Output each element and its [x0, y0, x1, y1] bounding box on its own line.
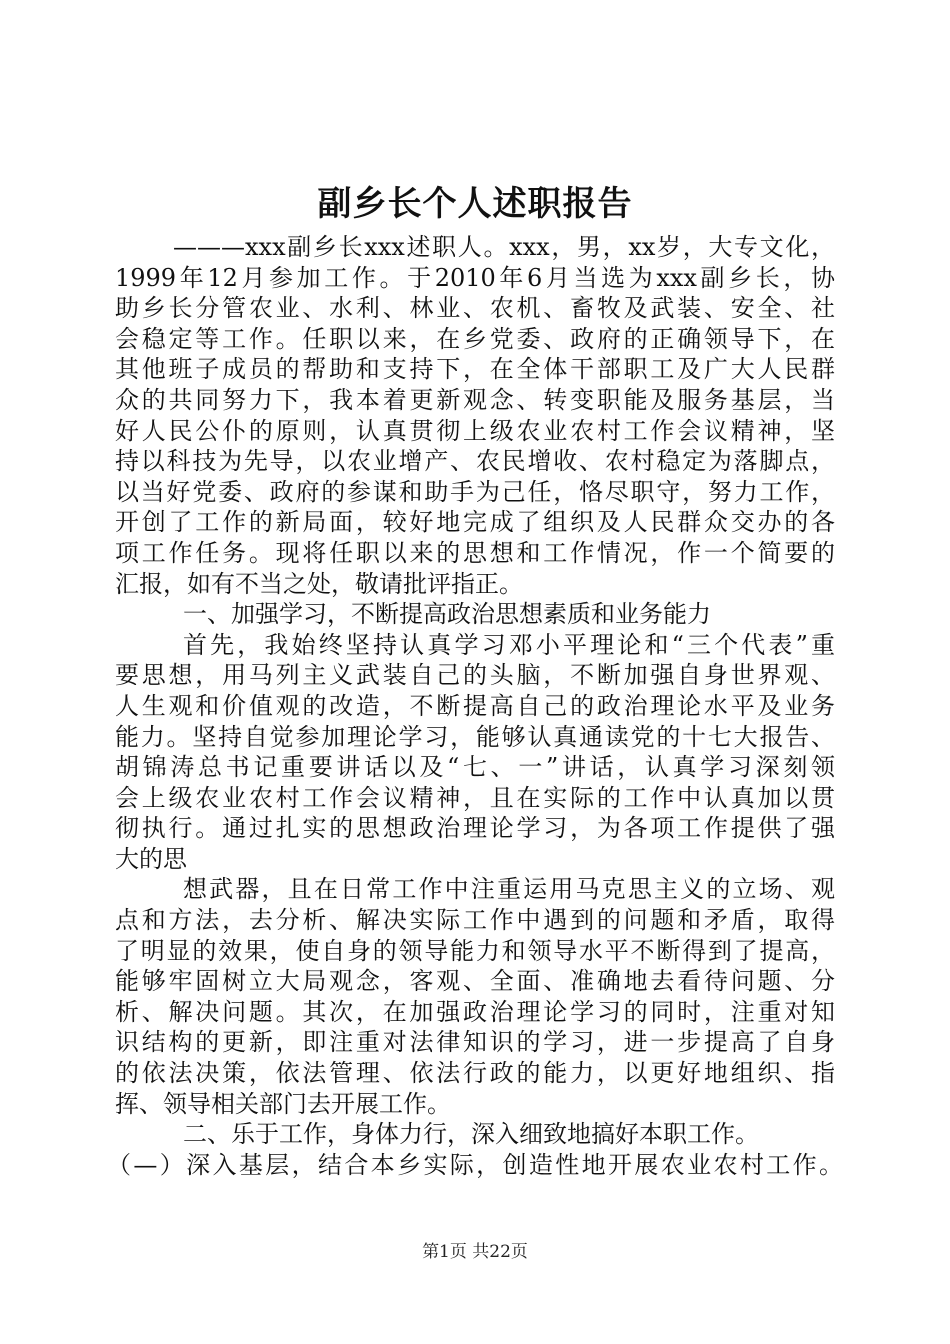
text-line: 其他班子成员的帮助和支持下，在全体干部职工及广大人民群: [115, 355, 835, 384]
text-line: 要思想，用马列主义武装自己的头脑，不断加强自身世界观、: [115, 661, 835, 690]
text-line: 首先，我始终坚持认真学习邓小平理论和“三个代表”重: [183, 630, 835, 659]
text-line: 持以科技为先导，以农业增产、农民增收、农村稳定为落脚点，: [115, 447, 835, 476]
text-line: 汇报，如有不当之处，敬请批评指正。: [115, 569, 523, 598]
text-line: 开创了工作的新局面，较好地完成了组织及人民群众交办的各: [115, 508, 835, 537]
text-line: 点和方法，去分析、解决实际工作中遇到的问题和矛盾，取得: [115, 906, 835, 935]
text-line: 大的思: [115, 844, 187, 873]
text-line: 1999年12月参加工作。于2010年6月当选为xxx副乡长，协: [115, 263, 835, 292]
text-line: ———xxx副乡长xxx述职人。xxx，男，xx岁，大专文化，: [173, 233, 835, 261]
text-line: 胡锦涛总书记重要讲话以及“七、一”讲话，认真学习深刻领: [115, 753, 835, 782]
text-line: 识结构的更新，即注重对法律知识的学习，进一步提高了自身: [115, 1028, 835, 1057]
text-line: 的依法决策，依法管理、依法行政的能力，以更好地组织、指: [115, 1059, 835, 1088]
text-line: 以当好党委、政府的参谋和助手为己任，恪尽职守，努力工作，: [115, 477, 835, 506]
section-heading: 二、乐于工作，身体力行，深入细致地搞好本职工作。: [183, 1120, 759, 1149]
text-line: 助乡长分管农业、水利、林业、农机、畜牧及武装、安全、社: [115, 294, 835, 323]
text-line: 想武器，且在日常工作中注重运用马克思主义的立场、观: [183, 875, 835, 904]
text-line: 项工作任务。现将任职以来的思想和工作情况，作一个简要的: [115, 538, 835, 567]
text-line: 会稳定等工作。任职以来，在乡党委、政府的正确领导下，在: [115, 324, 835, 353]
document-title: 副乡长个人述职报告: [317, 184, 633, 224]
text-line: 能够牢固树立大局观念，客观、全面、准确地去看待问题、分: [115, 967, 835, 996]
text-line: 众的共同努力下，我本着更新观念、转变职能及服务基层，当: [115, 385, 835, 414]
subsection-heading: （—）深入基层，结合本乡实际，创造性地开展农业农村工作。: [107, 1150, 843, 1179]
text-line: 能力。坚持自觉参加理论学习，能够认真通读党的十七大报告、: [115, 722, 835, 751]
document-body: [107, 232, 843, 1180]
text-line: 挥、领导相关部门去开展工作。: [115, 1089, 451, 1118]
text-line: 彻执行。通过扎实的思想政治理论学习，为各项工作提供了强: [115, 814, 835, 843]
text-line: 了明显的效果，使自身的领导能力和领导水平不断得到了提高，: [115, 936, 835, 965]
text-line: 好人民公仆的原则，认真贯彻上级农业农村工作会议精神，坚: [115, 416, 835, 445]
text-line: 人生观和价值观的改造，不断提高自己的政治理论水平及业务: [115, 691, 835, 720]
section-heading: 一、加强学习，不断提高政治思想素质和业务能力: [183, 600, 711, 629]
text-line: 会上级农业农村工作会议精神，且在实际的工作中认真加以贯: [115, 783, 835, 812]
page-footer: 第1页 共22页: [422, 1242, 528, 1262]
text-line: 析、解决问题。其次，在加强政治理论学习的同时，注重对知: [115, 997, 835, 1026]
